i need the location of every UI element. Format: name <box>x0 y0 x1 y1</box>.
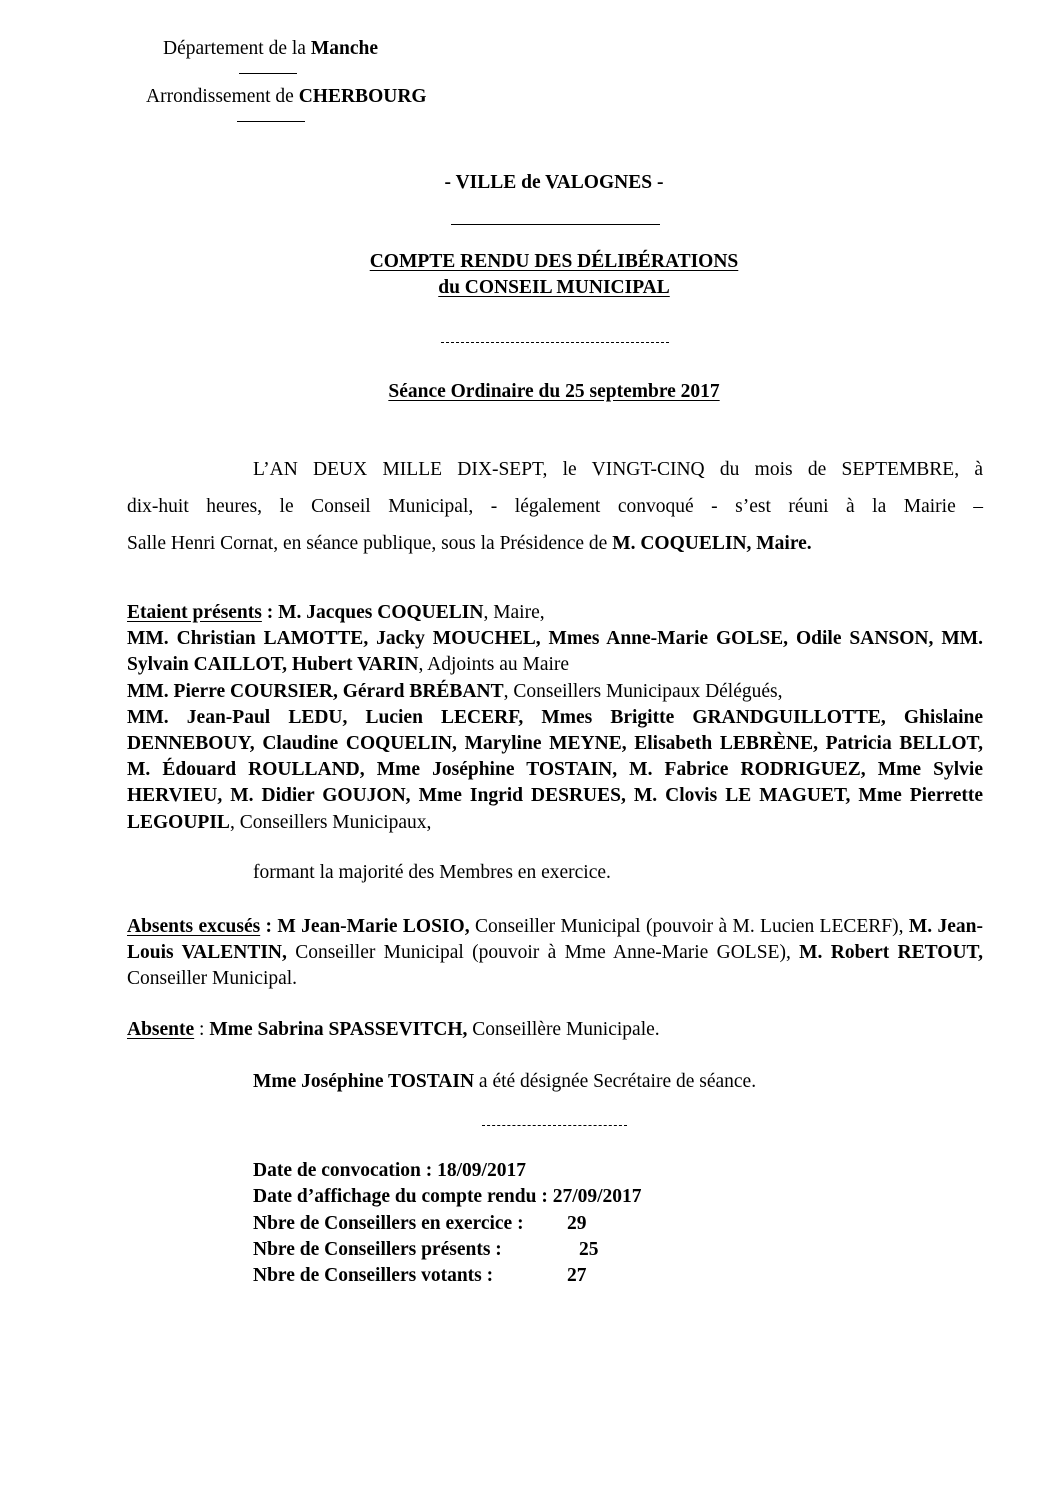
delegues-names: MM. Pierre COURSIER, Gérard BRÉBANT <box>127 680 504 702</box>
conseillers-para: MM. Jean-Paul LEDU, Lucien LECERF, Mmes Brigitte GRANDGUILLOTTE, Ghislaine DENNEBOUY, Claudine COQUELIN, Maryline MEYNE, Elisabeth LEBRÈNE, Patricia BELLOT, M. Édouard ROULLAND, Mme Joséphine TOSTAIN, M. Fabrice RODRIGUEZ, Mme Sylvie HERVIEU, M. Didier GOUJON, Mme Ingrid DESRUES, M. Clovis LE MAGUET, Mme Pierrette LEGOUPIL, Conseillers Municipaux, <box>127 706 983 833</box>
majorite-text: formant la majorité des Membres en exercice. <box>253 862 611 883</box>
stat-presents-value: 25 <box>579 1238 599 1260</box>
delegues-role: Conseillers Municipaux Délégués, <box>513 680 783 702</box>
adjoints-names: MM. Christian LAMOTTE, Jacky MOUCHEL, Mmes Anne-Marie GOLSE, Odile SANSON, MM. Sylvain CAILLOT, Hubert VARIN <box>127 628 983 676</box>
secretaire-line <box>253 1071 756 1093</box>
compte-rendu-line1: COMPTE RENDU DES DÉLIBÉRATIONS <box>369 251 739 272</box>
absent-3-name: M. Robert RETOUT, <box>799 942 983 964</box>
arrondissement-line <box>146 86 427 108</box>
stat-presents <box>253 1237 642 1263</box>
stat-affichage-label: Date d’affichage du compte rendu : <box>253 1186 548 1208</box>
mayor-role: Maire, <box>493 602 545 623</box>
adjoints-role: Adjoints au Maire <box>427 654 570 676</box>
absent-1-name: M Jean-Marie LOSIO, <box>277 916 470 937</box>
stat-exercice-label: Nbre de Conseillers en exercice : <box>253 1212 524 1234</box>
conseillers-role: Conseillers Municipaux, <box>239 811 432 833</box>
absent-3-text: Conseiller Municipal. <box>127 968 298 990</box>
stat-votants <box>253 1263 642 1289</box>
absent-2-text: Conseiller Municipal (pouvoir à Mme Anne-Marie GOLSE), <box>295 942 791 964</box>
arrondissement-name: CHERBOURG <box>298 86 427 107</box>
conseil-title <box>304 277 804 299</box>
header-rule-1 <box>239 73 297 74</box>
header-rule-2 <box>237 121 305 122</box>
stat-votants-label: Nbre de Conseillers votants : <box>253 1265 494 1287</box>
title-dashed-rule <box>441 342 669 343</box>
stat-exercice-value: 29 <box>567 1212 587 1234</box>
stats-block <box>253 1158 642 1289</box>
mayor-name: M. Jacques COQUELIN <box>278 602 484 623</box>
conseillers-names: MM. Jean-Paul LEDU, Lucien LECERF, Mmes Brigitte GRANDGUILLOTTE, Ghislaine DENNEBOUY, Claudine COQUELIN, Maryline MEYNE, Elisabeth LEBRÈNE, Patricia BELLOT, M. Édouard ROULLAND, Mme Joséphine TOSTAIN, M. Fabrice RODRIGUEZ, Mme Sylvie HERVIEU, M. Didier GOUJON, Mme Ingrid DESRUES, M. Clovis LE MAGUET, Mme Pierrette LEGOUPIL <box>127 706 983 833</box>
ville-title: - VILLE de VALOGNES - <box>444 172 664 193</box>
stat-affichage <box>253 1184 642 1210</box>
adjoints-para: MM. Christian LAMOTTE, Jacky MOUCHEL, Mmes Anne-Marie GOLSE, Odile SANSON, MM. Sylvain CAILLOT, Hubert VARIN, Adjoints au Maire <box>127 628 983 676</box>
absente-role: Conseillère Municipale. <box>472 1019 660 1040</box>
presents-block <box>127 600 983 836</box>
arrondissement-prefix: Arrondissement de <box>146 86 294 107</box>
stat-presents-label: Nbre de Conseillers présents : <box>253 1238 502 1260</box>
intro-line-1: L’AN DEUX MILLE DIX-SEPT, le VINGT-CINQ du mois de SEPTEMBRE, à <box>253 459 983 480</box>
intro-line-3-text: Salle Henri Cornat, en séance publique, sous la Présidence de <box>127 533 608 554</box>
department-name: Manche <box>310 38 378 59</box>
secretaire-text: a été désignée Secrétaire de séance. <box>478 1071 757 1092</box>
stat-votants-value: 27 <box>567 1265 587 1287</box>
absent-1-text: Conseiller Municipal (pouvoir à M. Lucien LECERF), <box>474 916 904 937</box>
ville-rule <box>451 224 660 225</box>
secretaire-name: Mme Joséphine TOSTAIN <box>253 1071 475 1092</box>
compte-rendu-title <box>304 251 804 273</box>
absente-name: Mme Sabrina SPASSEVITCH, <box>209 1019 468 1040</box>
intro-line-3 <box>127 525 983 562</box>
seance-text: Séance Ordinaire du 25 septembre 2017 <box>388 381 720 402</box>
stat-convocation-label: Date de convocation : <box>253 1160 433 1181</box>
intro-president: M. COQUELIN, Maire. <box>612 533 812 554</box>
intro-line-2: dix-huit heures, le Conseil Municipal, - légalement convoqué - s’est réuni à la Mairie – <box>127 496 983 517</box>
presents-label: Etaient présents <box>127 602 262 623</box>
presents-line-1: Etaient présents : M. Jacques COQUELIN, Maire, <box>127 602 545 623</box>
intro-paragraph <box>127 451 983 562</box>
stat-exercice <box>253 1211 642 1237</box>
compte-rendu-line2: du CONSEIL MUNICIPAL <box>438 277 670 298</box>
bottom-dashed-rule <box>482 1125 627 1126</box>
absente-label: Absente <box>127 1019 195 1040</box>
absents-excuses-label: Absents excusés <box>127 916 261 937</box>
seance-title <box>304 381 804 403</box>
absents-excuses-block: Absents excusés : M Jean-Marie LOSIO, Conseiller Municipal (pouvoir à M. Lucien LECERF), M. Jean-Louis VALENTIN, Conseiller Municipal (pouvoir à Mme Anne-Marie GOLSE), M. Robert RETOUT, Conseiller Municipal. <box>127 916 984 990</box>
absent-2-name: M. Jean-Louis VALENTIN, <box>127 916 984 964</box>
stat-convocation-value: 18/09/2017 <box>437 1160 526 1181</box>
delegues-para: MM. Pierre COURSIER, Gérard BRÉBANT, Conseillers Municipaux Délégués, <box>127 680 783 702</box>
stat-affichage-value: 27/09/2017 <box>552 1186 642 1208</box>
absente-line: Absente : Mme Sabrina SPASSEVITCH, Conseillère Municipale. <box>127 1019 660 1040</box>
department-prefix: Département de la <box>163 38 306 59</box>
department-line <box>163 38 378 60</box>
stat-convocation <box>253 1158 642 1184</box>
